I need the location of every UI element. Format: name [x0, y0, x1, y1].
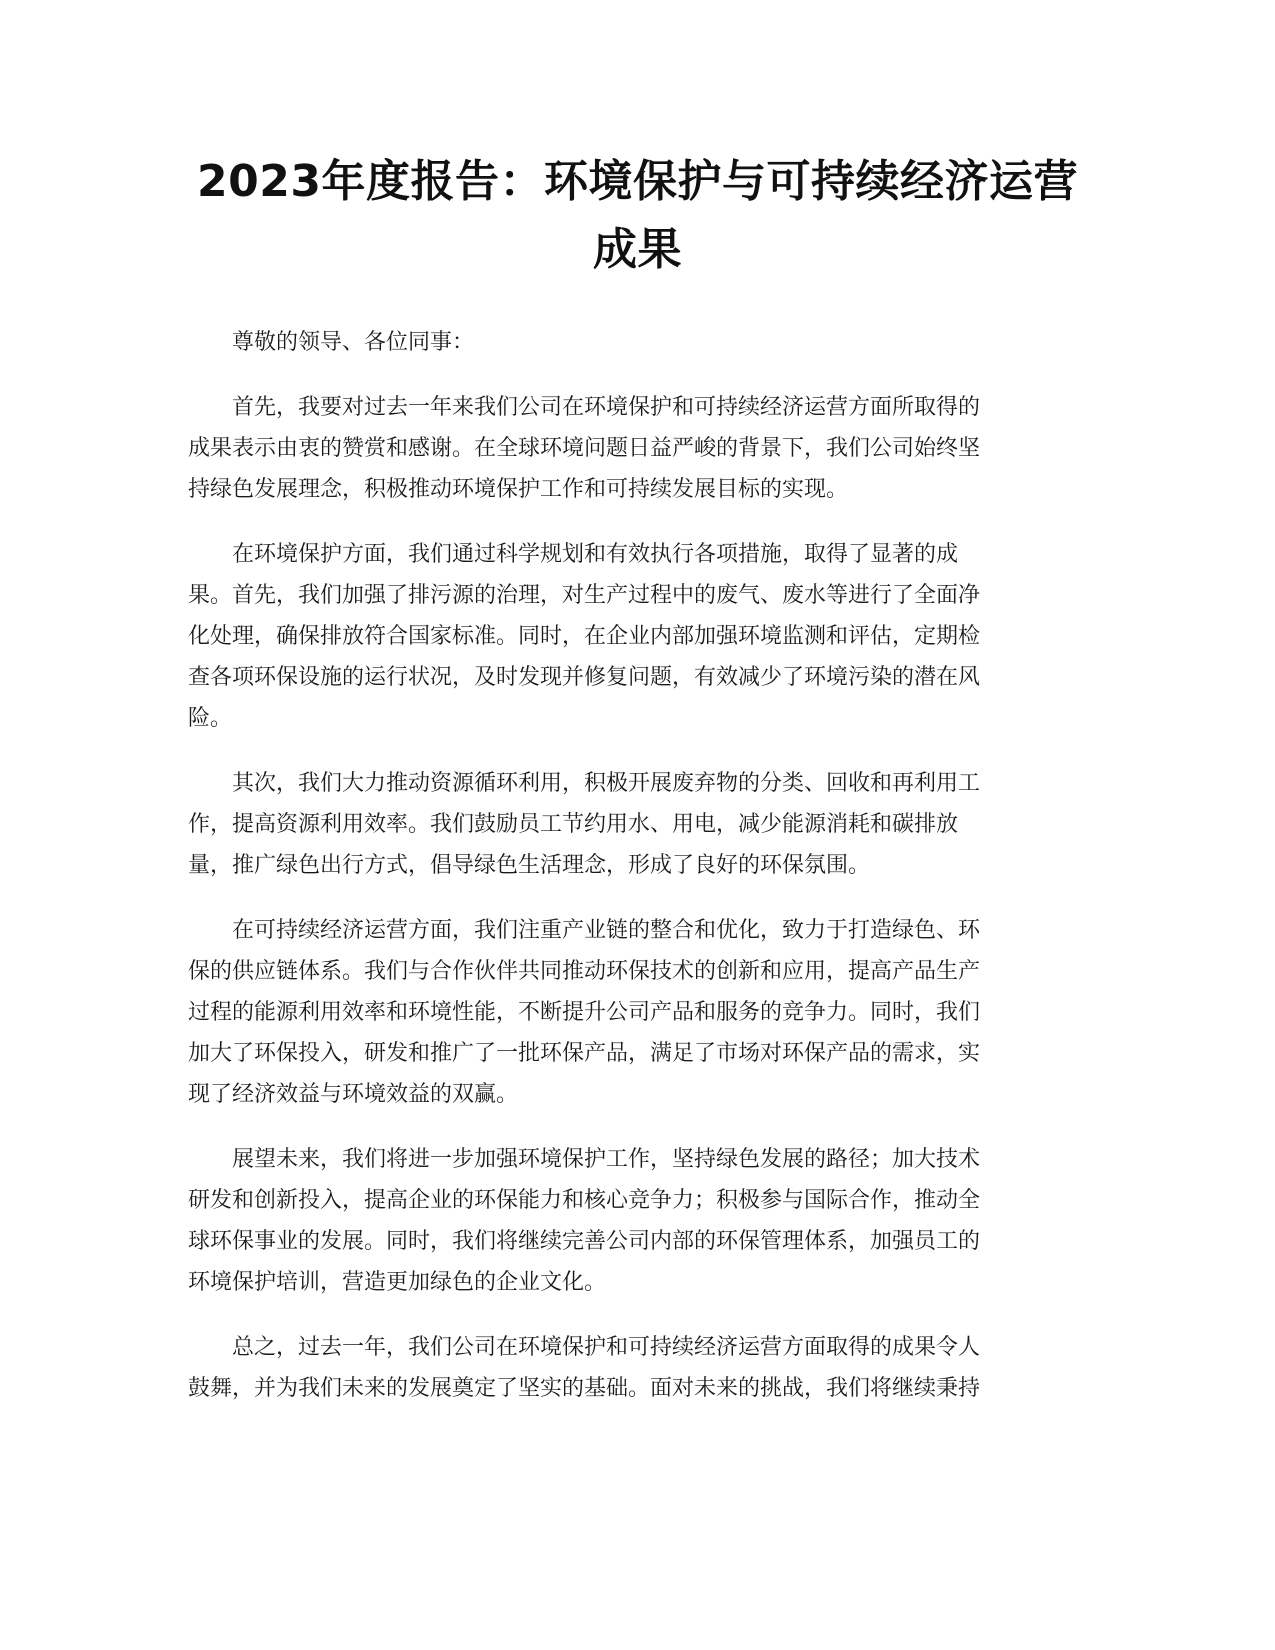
text-line: 查各项环保设施的运行状况，及时发现并修复问题，有效减少了环境污染的潜在风 [188, 665, 981, 690]
paragraph [188, 1139, 1085, 1303]
text-line: 环境保护培训，营造更加绿色的企业文化。 [188, 1270, 607, 1295]
text-line: 首先，我要对过去一年来我们公司在环境保护和可持续经济运营方面所取得的 [232, 395, 981, 420]
paragraph-salutation [188, 322, 1085, 363]
text-line: 果。首先，我们加强了排污源的治理，对生产过程中的废气、废水等进行了全面净 [188, 583, 981, 608]
text-line: 展望未来，我们将进一步加强环境保护工作，坚持绿色发展的路径；加大技术 [232, 1147, 981, 1172]
text-line: 持绿色发展理念，积极推动环境保护工作和可持续发展目标的实现。 [188, 477, 849, 502]
text-line: 作，提高资源利用效率。我们鼓励员工节约用水、用电，减少能源消耗和碳排放 [188, 812, 959, 837]
text-line: 保的供应链体系。我们与合作伙伴共同推动环保技术的创新和应用，提高产品生产 [188, 959, 981, 984]
text-line: 在可持续经济运营方面，我们注重产业链的整合和优化，致力于打造绿色、环 [232, 918, 981, 943]
text-line: 球环保事业的发展。同时，我们将继续完善公司内部的环保管理体系，加强员工的 [188, 1229, 981, 1254]
paragraph [188, 910, 1085, 1115]
text-line: 过程的能源利用效率和环境性能，不断提升公司产品和服务的竞争力。同时，我们 [188, 1000, 981, 1025]
paragraph [188, 387, 1085, 510]
text-line: 险。 [188, 706, 233, 731]
text-line: 加大了环保投入，研发和推广了一批环保产品，满足了市场对环保产品的需求，实 [188, 1041, 981, 1066]
text-line: 现了经济效益与环境效益的双赢。 [188, 1082, 519, 1107]
document-title [150, 148, 1125, 284]
title-line: 2023年度报告：环境保护与可持续经济运营 [197, 156, 1078, 207]
text-line: 鼓舞，并为我们未来的发展奠定了坚实的基础。面对未来的挑战，我们将继续秉持 [188, 1376, 981, 1401]
title-line: 成果 [593, 224, 682, 275]
text-line: 其次，我们大力推动资源循环利用，积极开展废弃物的分类、回收和再利用工 [232, 771, 981, 796]
text-line: 研发和创新投入，提高企业的环保能力和核心竞争力；积极参与国际合作，推动全 [188, 1188, 981, 1213]
text-line: 总之，过去一年，我们公司在环境保护和可持续经济运营方面取得的成果令人 [232, 1335, 981, 1360]
document-body [188, 322, 1085, 1433]
paragraph [188, 534, 1085, 739]
text-line: 成果表示由衷的赞赏和感谢。在全球环境问题日益严峻的背景下，我们公司始终坚 [188, 436, 981, 461]
text-line: 在环境保护方面，我们通过科学规划和有效执行各项措施，取得了显著的成 [232, 542, 959, 567]
paragraph [188, 763, 1085, 886]
text-line: 量，推广绿色出行方式，倡导绿色生活理念，形成了良好的环保氛围。 [188, 853, 871, 878]
text-line: 尊敬的领导、各位同事： [232, 330, 475, 355]
paragraph [188, 1327, 1085, 1409]
text-line: 化处理，确保排放符合国家标准。同时，在企业内部加强环境监测和评估，定期检 [188, 624, 981, 649]
